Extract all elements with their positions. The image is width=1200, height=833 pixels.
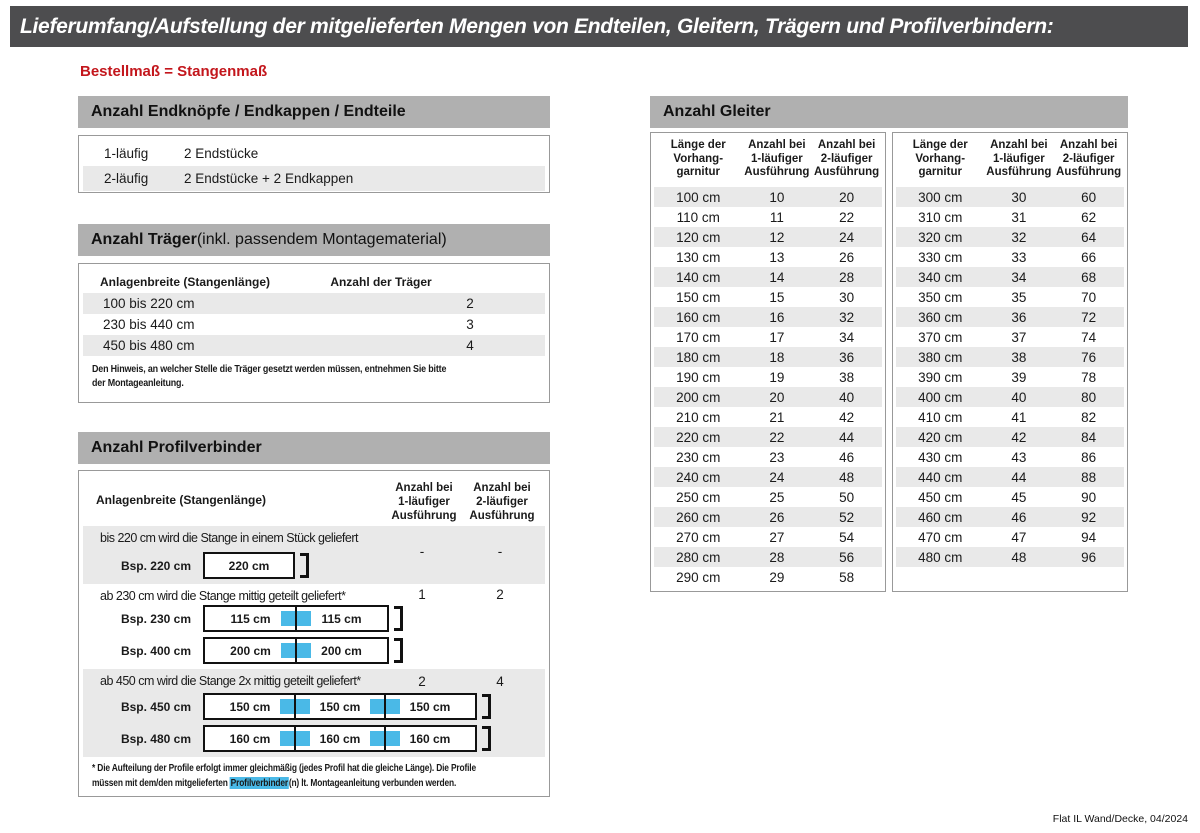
count-cell: 68 xyxy=(1081,269,1097,285)
gleiter-row xyxy=(654,367,882,387)
header-line: Vorhang- xyxy=(673,152,724,165)
track-type-cell: 2-läufig xyxy=(104,171,149,186)
column-header-width: Anlagenbreite (Stangenlänge) xyxy=(100,275,271,289)
bracket-endpiece-icon xyxy=(482,726,491,751)
count-cell: 36 xyxy=(1011,309,1027,325)
count-cell: 96 xyxy=(1081,549,1097,565)
count-cell: 37 xyxy=(1011,329,1027,345)
column-header-count: Anzahl der Träger xyxy=(330,275,432,289)
gleiter-row xyxy=(654,247,882,267)
track-type-cell: 1-läufig xyxy=(104,146,149,161)
footnote xyxy=(92,761,476,791)
count-cell: 33 xyxy=(1011,249,1027,265)
count-cell: 11 xyxy=(769,209,784,225)
order-size-note: Bestellmaß = Stangenmaß xyxy=(80,63,268,80)
footnote-highlight: Profilverbinder xyxy=(230,777,289,789)
column-header-2-laeufig xyxy=(811,139,882,180)
gleiter-row xyxy=(896,287,1124,307)
header-line: Anzahl bei xyxy=(1059,139,1118,151)
count-cell: 43 xyxy=(1011,449,1027,465)
length-cell: 150 cm xyxy=(676,289,721,305)
count-cell: 40 xyxy=(839,389,855,405)
rod-diagram xyxy=(87,725,491,752)
gleiter-row xyxy=(896,427,1124,447)
header-line: 2-läufiger xyxy=(1062,152,1115,165)
count-cell: 47 xyxy=(1011,529,1027,545)
gleiter-header-row xyxy=(896,139,1124,180)
length-cell: 430 cm xyxy=(918,449,963,465)
profile-bar xyxy=(203,637,389,664)
column-header-1-laeufig xyxy=(382,481,466,523)
profile-segment-label: 150 cm xyxy=(409,699,451,714)
gleiter-row xyxy=(896,187,1124,207)
section-header-endteile xyxy=(78,96,550,128)
gleiter-row xyxy=(896,307,1124,327)
length-cell: 230 cm xyxy=(676,449,721,465)
header-line: garnitur xyxy=(918,166,962,178)
gleiter-row xyxy=(654,467,882,487)
gleiter-row xyxy=(654,387,882,407)
length-cell: 370 cm xyxy=(918,329,963,345)
count-cell: 64 xyxy=(1081,229,1097,245)
bracket-endpiece-icon xyxy=(394,638,403,663)
gleiter-table-2 xyxy=(892,132,1128,592)
count-cell: 78 xyxy=(1081,369,1097,385)
header-line: 2-läufiger xyxy=(476,496,528,508)
length-cell: 110 cm xyxy=(676,209,720,225)
count-cell: 38 xyxy=(839,369,855,385)
profile-segment-label: 200 cm xyxy=(230,643,271,658)
diagram-label: Bsp. 220 cm xyxy=(120,558,191,573)
width-range-cell: 450 bis 480 cm xyxy=(103,338,195,353)
length-cell: 460 cm xyxy=(918,509,963,525)
section-header-gleiter xyxy=(650,96,1128,128)
gleiter-row xyxy=(896,367,1124,387)
profile-segment-label: 220 cm xyxy=(228,558,270,573)
count-cell: 24 xyxy=(839,229,855,245)
footnote-text: müssen mit dem/den mitgelieferten xyxy=(92,777,230,789)
length-cell: 480 cm xyxy=(918,549,963,565)
gleiter-row xyxy=(654,307,882,327)
header-line: 2-läufiger xyxy=(820,152,873,165)
header-line: 1-läufiger xyxy=(398,496,450,508)
count-cell: 15 xyxy=(769,289,785,305)
count-cell: 30 xyxy=(839,289,855,305)
count-cell: 20 xyxy=(839,189,855,205)
count-cell: 21 xyxy=(769,409,785,425)
gleiter-row xyxy=(896,487,1124,507)
gleiter-row xyxy=(896,407,1124,427)
count-cell: 35 xyxy=(1011,289,1027,305)
header-line: Anzahl bei xyxy=(395,482,453,494)
count-cell: 34 xyxy=(839,329,855,345)
length-cell: 290 cm xyxy=(676,569,721,585)
count-cell: 44 xyxy=(1011,469,1027,485)
count-cell: 52 xyxy=(839,509,855,525)
rod-diagram xyxy=(87,552,309,579)
gleiter-row xyxy=(896,547,1124,567)
diagram-label: Bsp. 480 cm xyxy=(120,731,191,746)
column-header-2-laeufig xyxy=(1053,139,1124,180)
length-cell: 350 cm xyxy=(918,289,963,305)
count-cell: 26 xyxy=(839,249,855,265)
length-cell: 280 cm xyxy=(676,549,721,565)
gleiter-row xyxy=(654,547,882,567)
count-cell: 76 xyxy=(1081,349,1097,365)
count-cell: 22 xyxy=(769,429,785,445)
count-cell: 25 xyxy=(769,489,785,505)
count-cell: 82 xyxy=(1081,409,1097,425)
header-line: 1-läufiger xyxy=(750,152,803,165)
count-cell: 74 xyxy=(1081,329,1097,345)
gleiter-row xyxy=(896,387,1124,407)
length-cell: 340 cm xyxy=(918,269,963,285)
length-cell: 180 cm xyxy=(676,349,721,365)
count-cell: 34 xyxy=(1011,269,1027,285)
bracket-count-cell: 4 xyxy=(466,338,474,353)
width-range-cell: 100 bis 220 cm xyxy=(103,296,195,311)
profile-segment-label: 115 cm xyxy=(230,611,271,626)
length-cell: 410 cm xyxy=(918,409,963,425)
gleiter-row xyxy=(654,487,882,507)
header-line: Ausführung xyxy=(391,510,457,522)
profile-segment-label: 160 cm xyxy=(409,731,451,746)
count-cell: 29 xyxy=(769,569,785,585)
page-title: Lieferumfang/Aufstellung der mitgelieferten Mengen von Endteilen, Gleitern, Trägern und Profilverbindern: xyxy=(20,14,1054,38)
gleiter-row xyxy=(654,267,882,287)
count-cell: 40 xyxy=(1011,389,1027,405)
profile-segment-label: 200 cm xyxy=(321,643,362,658)
count-cell: 90 xyxy=(1081,489,1097,505)
length-cell: 470 cm xyxy=(918,529,963,545)
length-cell: 450 cm xyxy=(918,489,963,505)
gleiter-row xyxy=(896,267,1124,287)
profile-bar xyxy=(203,552,295,579)
table-row xyxy=(83,293,545,314)
bracket-count-cell: 2 xyxy=(466,296,474,311)
footnote-line1: * Die Aufteilung der Profile erfolgt immer gleichmäßig (jedes Profil hat die gleiche Länge). Die Profile xyxy=(92,762,476,774)
count-cell: 94 xyxy=(1081,529,1097,545)
count-cell: 41 xyxy=(1011,409,1027,425)
section-title: Anzahl Träger xyxy=(91,231,197,248)
gleiter-row xyxy=(654,427,882,447)
length-cell: 190 cm xyxy=(676,369,721,385)
count-cell: - xyxy=(497,544,503,559)
length-cell: 220 cm xyxy=(676,429,721,445)
column-header-2-laeufig xyxy=(460,481,544,523)
gleiter-rows xyxy=(654,187,882,587)
table-row xyxy=(83,669,545,757)
count-cell: 16 xyxy=(769,309,785,325)
header-line: garnitur xyxy=(676,166,720,178)
gleiter-row xyxy=(896,227,1124,247)
header-line: 1-läufiger xyxy=(992,152,1045,165)
length-cell: 120 cm xyxy=(676,229,721,245)
header-line: Länge der xyxy=(670,139,726,151)
gleiter-row xyxy=(654,527,882,547)
profile-segment-label: 115 cm xyxy=(321,611,362,626)
length-cell: 130 cm xyxy=(676,249,721,265)
table-row xyxy=(83,335,545,356)
header-line: Anzahl bei xyxy=(473,482,531,494)
gleiter-row xyxy=(896,207,1124,227)
count-cell: 42 xyxy=(1011,429,1027,445)
count-cell: 66 xyxy=(1081,249,1097,265)
rod-diagram xyxy=(87,693,491,720)
parts-cell: 2 Endstücke xyxy=(184,146,259,161)
count-cell: 18 xyxy=(769,349,785,365)
count-cell: 31 xyxy=(1011,209,1027,225)
count-cell: 32 xyxy=(1011,229,1027,245)
section-header-profilverbinder xyxy=(78,432,550,464)
count-cell: 86 xyxy=(1081,449,1097,465)
length-cell: 170 cm xyxy=(676,329,721,345)
count-cell: 70 xyxy=(1081,289,1097,305)
gleiter-row xyxy=(654,187,882,207)
section-title: Anzahl Gleiter xyxy=(663,103,771,120)
column-header-length xyxy=(896,139,984,180)
length-cell: 360 cm xyxy=(918,309,963,325)
gleiter-row xyxy=(654,567,882,587)
count-cell: 42 xyxy=(839,409,855,425)
footnote-text: (n) lt. Montageanleitung verbunden werden. xyxy=(288,777,457,789)
count-cell: 13 xyxy=(769,249,785,265)
endteile-table xyxy=(78,135,550,193)
count-cell: 44 xyxy=(839,429,855,445)
count-cell: 46 xyxy=(1011,509,1027,525)
rod-diagram xyxy=(87,637,403,664)
gleiter-row xyxy=(896,527,1124,547)
count-cell: 10 xyxy=(769,189,785,205)
count-cell: 60 xyxy=(1081,189,1097,205)
gleiter-row xyxy=(896,447,1124,467)
length-cell: 210 cm xyxy=(676,409,721,425)
bracket-endpiece-icon xyxy=(300,553,309,578)
gleiter-row xyxy=(896,247,1124,267)
length-cell: 160 cm xyxy=(676,309,721,325)
column-header-width: Anlagenbreite (Stangenlänge) xyxy=(96,493,267,507)
count-cell: 2 xyxy=(418,674,426,689)
count-cell: 48 xyxy=(1011,549,1027,565)
length-cell: 200 cm xyxy=(676,389,721,405)
length-cell: 390 cm xyxy=(918,369,963,385)
count-cell: 2 xyxy=(496,587,504,602)
profile-segment-label: 150 cm xyxy=(229,699,271,714)
length-cell: 240 cm xyxy=(676,469,721,485)
rod-diagram xyxy=(87,605,403,632)
table-row xyxy=(83,584,545,669)
table-row xyxy=(83,141,545,166)
count-cell: 17 xyxy=(769,329,785,345)
title-bar xyxy=(10,6,1188,47)
count-cell: 48 xyxy=(839,469,855,485)
count-cell: 27 xyxy=(769,529,785,545)
header-line: Ausführung xyxy=(744,166,810,178)
traeger-table xyxy=(78,263,550,403)
header-line: Ausführung xyxy=(814,166,880,178)
gleiter-row xyxy=(654,347,882,367)
count-cell: 4 xyxy=(496,674,504,689)
profile-segment-label: 150 cm xyxy=(319,699,361,714)
count-cell: 30 xyxy=(1011,189,1027,205)
count-cell: 26 xyxy=(769,509,785,525)
count-cell: 28 xyxy=(769,549,785,565)
rule-text: bis 220 cm wird die Stange in einem Stück geliefert xyxy=(100,531,358,545)
gleiter-row xyxy=(654,227,882,247)
gleiter-row xyxy=(654,507,882,527)
count-cell: 46 xyxy=(839,449,855,465)
section-title-suffix: (inkl. passendem Montagematerial) xyxy=(196,231,447,248)
length-cell: 330 cm xyxy=(918,249,963,265)
gleiter-row xyxy=(896,327,1124,347)
column-header-1-laeufig xyxy=(984,139,1053,180)
diagram-label: Bsp. 450 cm xyxy=(120,699,191,714)
length-cell: 100 cm xyxy=(676,189,721,205)
length-cell: 270 cm xyxy=(676,529,721,545)
count-cell: 38 xyxy=(1011,349,1027,365)
length-cell: 400 cm xyxy=(918,389,963,405)
bracket-endpiece-icon xyxy=(394,606,403,631)
table-row xyxy=(83,166,545,191)
length-cell: 310 cm xyxy=(918,209,963,225)
length-cell: 320 cm xyxy=(918,229,963,245)
gleiter-row xyxy=(896,507,1124,527)
count-cell: 1 xyxy=(418,587,426,602)
rule-text: ab 450 cm wird die Stange 2x mittig geteilt geliefert* xyxy=(100,674,361,688)
length-cell: 380 cm xyxy=(918,349,963,365)
count-cell: 62 xyxy=(1081,209,1097,225)
gleiter-header-row xyxy=(654,139,882,180)
diagram-label: Bsp. 400 cm xyxy=(120,643,191,658)
count-cell: 45 xyxy=(1011,489,1027,505)
header-line: Ausführung xyxy=(469,510,535,522)
gleiter-row xyxy=(654,327,882,347)
count-cell: 84 xyxy=(1081,429,1097,445)
header-line: Vorhang- xyxy=(915,152,966,165)
count-cell: 39 xyxy=(1011,369,1027,385)
section-header-traeger xyxy=(78,224,550,256)
header-line: Ausführung xyxy=(1056,166,1122,178)
table-row xyxy=(83,314,545,335)
count-cell: 88 xyxy=(1081,469,1097,485)
header-line: Anzahl bei xyxy=(990,139,1048,151)
count-cell: 32 xyxy=(839,309,855,325)
gleiter-table-1 xyxy=(650,132,886,592)
length-cell: 440 cm xyxy=(918,469,963,485)
count-cell: 22 xyxy=(839,209,855,225)
count-cell: 14 xyxy=(769,269,785,285)
count-cell: 56 xyxy=(839,549,855,565)
gleiter-rows xyxy=(896,187,1124,567)
gleiter-row xyxy=(896,347,1124,367)
count-cell: 36 xyxy=(839,349,855,365)
profile-bar xyxy=(203,605,389,632)
header-line: Länge der xyxy=(912,139,968,151)
section-title: Anzahl Profilverbinder xyxy=(91,439,262,456)
count-cell: 58 xyxy=(839,569,855,585)
count-cell: 19 xyxy=(769,369,785,385)
length-cell: 420 cm xyxy=(918,429,963,445)
gleiter-row xyxy=(896,467,1124,487)
diagram-label: Bsp. 230 cm xyxy=(120,611,191,626)
profile-segment-label: 160 cm xyxy=(319,731,361,746)
bracket-count-cell: 3 xyxy=(466,317,474,332)
section-title: Anzahl Endknöpfe / Endkappen / Endteile xyxy=(91,103,406,120)
column-header-length xyxy=(654,139,742,180)
profile-segment-label: 160 cm xyxy=(229,731,271,746)
length-cell: 300 cm xyxy=(918,189,963,205)
count-cell: 28 xyxy=(839,269,855,285)
document-footer: Flat IL Wand/Decke, 04/2024 xyxy=(1052,813,1188,825)
count-cell: 72 xyxy=(1081,309,1097,325)
profilverbinder-table xyxy=(78,470,550,797)
count-cell: 50 xyxy=(839,489,855,505)
count-cell: 24 xyxy=(769,469,785,485)
parts-cell: 2 Endstücke + 2 Endkappen xyxy=(184,171,354,186)
gleiter-row xyxy=(654,407,882,427)
count-cell: 80 xyxy=(1081,389,1097,405)
footnote-line2 xyxy=(92,776,476,791)
count-cell: 20 xyxy=(769,389,785,405)
count-cell: 54 xyxy=(839,529,855,545)
header-line: Ausführung xyxy=(986,166,1052,178)
column-header-1-laeufig xyxy=(742,139,811,180)
gleiter-row xyxy=(654,207,882,227)
rule-text: ab 230 cm wird die Stange mittig geteilt geliefert* xyxy=(100,589,346,603)
count-cell: 12 xyxy=(769,229,785,245)
length-cell: 260 cm xyxy=(676,509,721,525)
profile-bar xyxy=(203,693,477,720)
traeger-note-line2: der Montageanleitung. xyxy=(92,377,184,389)
header-line: Anzahl bei xyxy=(748,139,806,151)
bracket-endpiece-icon xyxy=(482,694,491,719)
length-cell: 250 cm xyxy=(676,489,721,505)
count-cell: 92 xyxy=(1081,509,1097,525)
profile-bar xyxy=(203,725,477,752)
gleiter-row xyxy=(654,447,882,467)
traeger-note-line1: Den Hinweis, an welcher Stelle die Träger gesetzt werden müssen, entnehmen Sie bitte xyxy=(92,363,447,375)
width-range-cell: 230 bis 440 cm xyxy=(103,317,195,332)
gleiter-row xyxy=(654,287,882,307)
count-cell: 23 xyxy=(769,449,785,465)
header-line: Anzahl bei xyxy=(817,139,876,151)
count-cell: - xyxy=(419,544,425,559)
length-cell: 140 cm xyxy=(676,269,721,285)
table-row xyxy=(83,526,545,584)
